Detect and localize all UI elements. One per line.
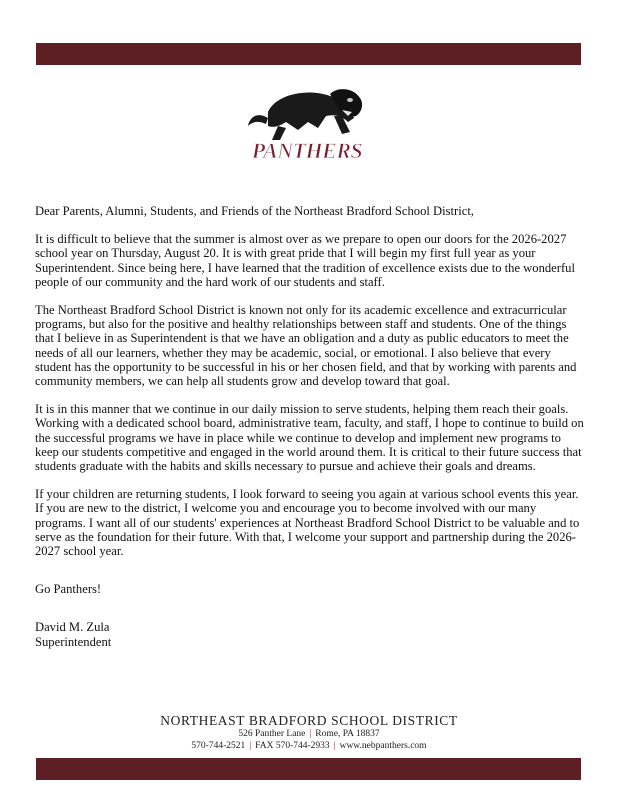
street-address: 526 Panther Lane <box>238 729 306 739</box>
letter-body <box>35 204 587 663</box>
address-line: 526 Panther Lane | Rome, PA 18837 <box>238 729 380 739</box>
paragraph-3: It is in this manner that we continue in our daily mission to serve students, helping them reach their goals. Working with a dedicated school board, administrative team, faculty, and staff, I hope to continue to build on the successful programs we have in place while we continue to develop and implement new programs to keep our students competitive and engaged in the world around them. It is critical to their future success that students graduate with the habits and skills necessary to pursue and achieve their goals and dreams. <box>35 402 584 474</box>
signature-block <box>35 620 587 648</box>
footer-band <box>36 758 581 780</box>
city-state-zip: Rome, PA 18837 <box>315 729 380 739</box>
fax-number: FAX 570-744-2933 <box>255 741 330 751</box>
header-band <box>36 43 581 65</box>
website-link[interactable]: www.nebpanthers.com <box>339 741 427 751</box>
paragraph-1: It is difficult to believe that the summer is almost over as we prepare to open our doors for the 2026-2027 school year on Thursday, August 20. It is with great pride that I will begin my first full year as your Superintendent. Since being here, I have learned that the tradition of excellence exists due to the wonderful people of our community and the hard work of our students and staff. <box>35 232 575 289</box>
signer-title: Superintendent <box>35 634 112 649</box>
closing: Go Panthers! <box>35 582 102 597</box>
logo-wordmark: PANTHERS <box>251 138 363 163</box>
footer <box>0 713 618 752</box>
phone-number: 570-744-2521 <box>191 741 246 751</box>
panther-mascot-icon <box>238 82 376 170</box>
district-name: NORTHEAST BRADFORD SCHOOL DISTRICT <box>160 713 458 728</box>
paragraph-4: If your children are returning students, I look forward to seeing you again at various school events this year. If you are new to the district, I welcome you and encourage you to become involved with our many programs. I want all of our students' experiences at Northeast Bradford School District to be valuable and to serve as the foundation for their future. With that, I welcome your support and partnership during the 2026-2027 school year. <box>35 487 580 559</box>
signer-name: David M. Zula <box>35 620 110 635</box>
contact-line: 570-744-2521 | FAX 570-744-2933 | www.nebpanthers.com <box>191 741 427 751</box>
salutation: Dear Parents, Alumni, Students, and Friends of the Northeast Bradford School District, <box>35 204 474 218</box>
paragraph-2: The Northeast Bradford School District is known not only for its academic excellence and extracurricular programs, but also for the positive and healthy relationships between staff and students. One of the things that I believe in as Superintendent is that we have an obligation and a duty as public educators to meet the needs of all our learners, whether they may be academic, social, or emotional. I also believe that every student has the opportunity to be successful in his or her chosen field, and that by working with parents and community members, we can help all students grow and develop toward that goal. <box>35 303 577 389</box>
panthers-logo <box>238 82 376 170</box>
